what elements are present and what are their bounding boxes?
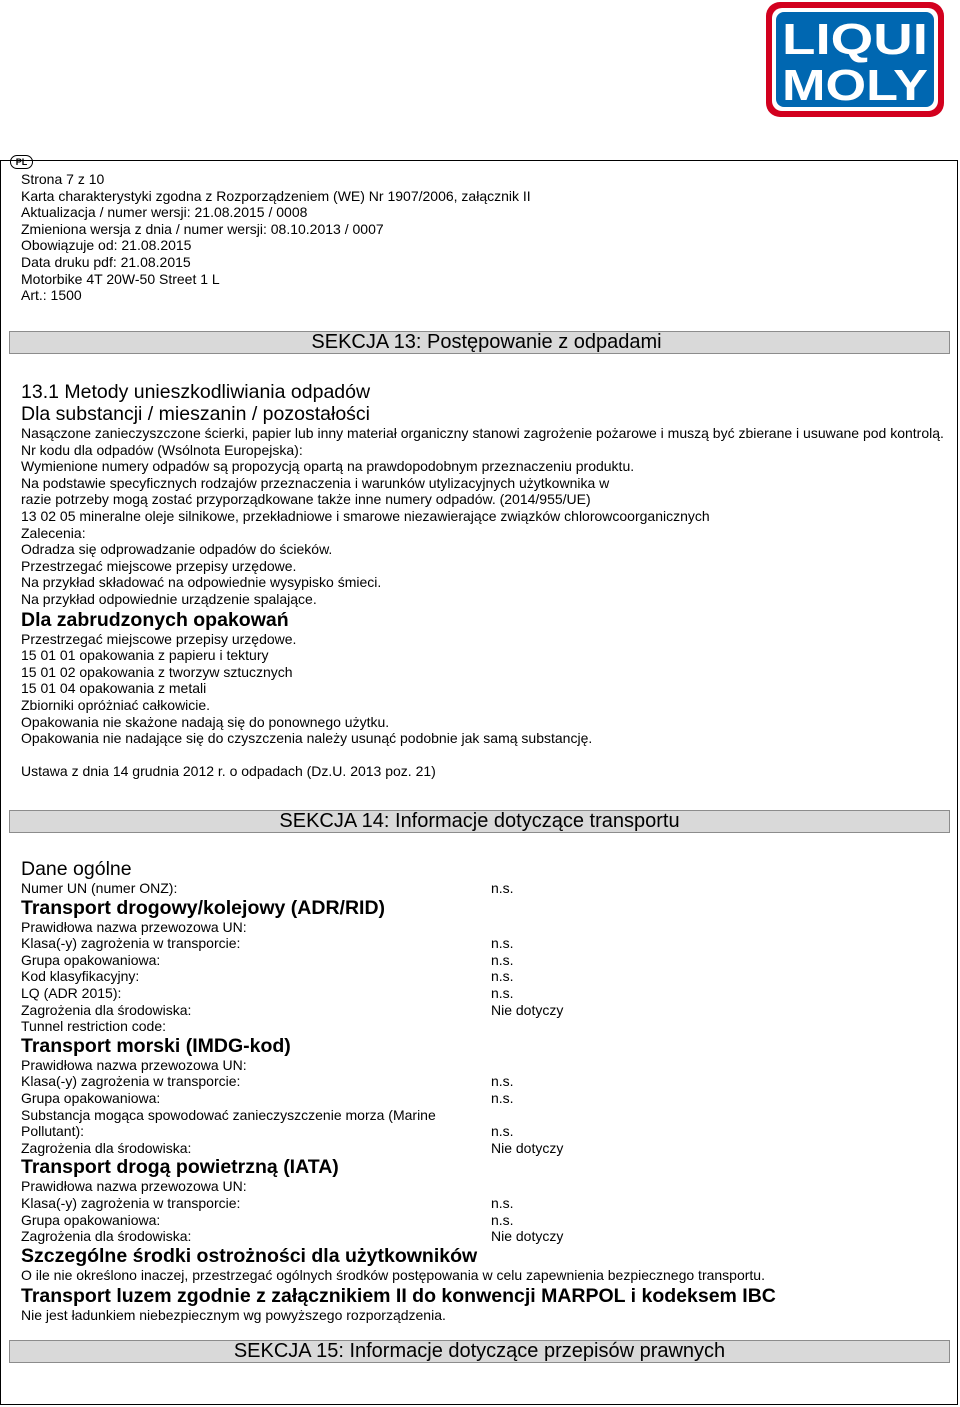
paragraph: Nasączone zanieczyszczone ścierki, papier lub inny materiał organiczny stanowi zagrożenie pożarowe i muszą być zbierane i usuwane pod kontrolą. (21, 425, 944, 441)
row-value: Nie dotyczy (491, 1228, 564, 1245)
svg-text:MOLY: MOLY (782, 61, 928, 110)
section-15-title: SEKCJA 15: Informacje dotyczące przepisów prawnych (233, 1340, 726, 1362)
valid-from: Obowiązuje od: 21.08.2015 (21, 237, 192, 254)
row-label: Zagrożenia dla środowiska: (21, 1228, 192, 1245)
country-badge: PL (10, 155, 33, 169)
imdg-row (21, 1057, 950, 1074)
section-13-body (21, 381, 950, 780)
packaging-heading: Dla zabrudzonych opakowań (21, 608, 289, 631)
iata-row (21, 1228, 950, 1245)
row-label: Prawidłowa nazwa przewozowa UN: (21, 1056, 247, 1073)
paragraph: Na przykład odpowiednie urządzenie spalające. (21, 590, 317, 607)
svg-text:LIQUI: LIQUI (782, 15, 928, 64)
un-number-label: Numer UN (numer ONZ): (21, 880, 178, 896)
print-date: Data druku pdf: 21.08.2015 (21, 253, 191, 270)
row-label: Zagrożenia dla środowiska: (21, 1001, 192, 1018)
iata-rows (21, 1178, 950, 1244)
waste-code-paper: 15 01 01 opakowania z papieru i tektury (21, 647, 269, 664)
row-label: Kod klasyfikacyjny: (21, 968, 140, 985)
imdg-row (21, 1107, 950, 1124)
waste-code-metal: 15 01 04 opakowania z metali (21, 680, 207, 697)
row-value: n.s. (491, 1089, 514, 1106)
section-15-header (9, 1340, 950, 1363)
section-13-header (9, 331, 950, 354)
adr-heading: Transport drogowy/kolejowy (ADR/RID) (21, 896, 386, 919)
waste-code-plastic: 15 01 02 opakowania z tworzyw sztucznych (21, 663, 293, 680)
paragraph: Opakowania nie nadające się do czyszczenia należy usunąć podobnie jak samą substancję. (21, 730, 593, 747)
adr-row (21, 919, 950, 936)
row-value: n.s. (491, 951, 514, 968)
row-label: Tunnel restriction code: (21, 1018, 166, 1035)
row-label: Grupa opakowaniowa: (21, 1089, 161, 1106)
row-label: Grupa opakowaniowa: (21, 1211, 161, 1228)
document-header (21, 171, 531, 304)
adr-row (21, 985, 950, 1002)
row-label: LQ (ADR 2015): (21, 984, 122, 1001)
adr-row (21, 968, 950, 985)
un-number-row (21, 880, 950, 897)
paragraph: Na przykład składować na odpowiednie wysypisko śmieci. (21, 574, 382, 591)
adr-row (21, 1002, 950, 1019)
page-number: Strona 7 z 10 (21, 171, 105, 187)
liqui-moly-logo (766, 2, 944, 117)
row-label: Klasa(-y) zagrożenia w transporcie: (21, 1194, 241, 1211)
article-number: Art.: 1500 (21, 287, 82, 304)
adr-row (21, 935, 950, 952)
imdg-row (21, 1140, 950, 1157)
iata-row (21, 1212, 950, 1229)
adr-row (21, 1018, 950, 1035)
subsection-13-1-title: 13.1 Metody unieszkodliwiania odpadów (21, 381, 371, 403)
paragraph: Przestrzegać miejscowe przepisy urzędowe. (21, 630, 297, 647)
row-label: Prawidłowa nazwa przewozowa UN: (21, 918, 247, 935)
general-heading: Dane ogólne (21, 858, 132, 880)
paragraph: Na podstawie specyficznych rodzajów przeznaczenia i warunków utylizacyjnych użytkownika w (21, 474, 610, 491)
row-value: Nie dotyczy (491, 1139, 564, 1156)
row-label: Zagrożenia dla środowiska: (21, 1139, 192, 1156)
paragraph: razie potrzeby mogą zostać przyporządkowane także inne numery odpadów. (2014/955/UE) (21, 491, 591, 508)
row-value: n.s. (491, 935, 514, 952)
paragraph: Opakowania nie skażone nadają się do ponownego użytku. (21, 713, 390, 730)
section-14-header (9, 810, 950, 833)
paragraph: Odradza się odprowadzanie odpadów do ścieków. (21, 541, 333, 558)
section-14-body (21, 858, 950, 1324)
imdg-rows (21, 1057, 950, 1157)
paragraph: Przestrzegać miejscowe przepisy urzędowe. (21, 557, 297, 574)
row-value: n.s. (491, 1073, 514, 1090)
row-value: n.s. (491, 1211, 514, 1228)
special-precautions-heading: Szczególne środki ostrożności dla użytkowników (21, 1244, 478, 1267)
imdg-row (21, 1073, 950, 1090)
section-13-title: SEKCJA 13: Postępowanie z odpadami (311, 331, 662, 353)
imdg-heading: Transport morski (IMDG-kod) (21, 1034, 291, 1057)
recommendations-label: Zalecenia: (21, 524, 86, 541)
row-label: Grupa opakowaniowa: (21, 951, 161, 968)
paragraph: Wymienione numery odpadów są propozycją opartą na prawdopodobnym przeznaczeniu produktu. (21, 458, 635, 475)
iata-row (21, 1178, 950, 1195)
row-label: Pollutant): (21, 1123, 85, 1140)
special-precautions-text: O ile nie określono inaczej, przestrzegać ogólnych środków postępowania w celu zapewnienia bezpiecznego transportu. (21, 1266, 765, 1283)
row-value: n.s. (491, 984, 514, 1001)
row-value: n.s. (491, 1194, 514, 1211)
marpol-heading: Transport luzem zgodnie z załącznikiem II do konwencji MARPOL i kodeksem IBC (21, 1285, 776, 1308)
marpol-text: Nie jest ładunkiem niebezpiecznym wg powyższego rozporządzenia. (21, 1307, 446, 1324)
row-label: Klasa(-y) zagrożenia w transporcie: (21, 1073, 241, 1090)
adr-rows (21, 919, 950, 1035)
substance-heading: Dla substancji / mieszanin / pozostałości (21, 403, 370, 425)
iata-heading: Transport drogą powietrzną (IATA) (21, 1156, 339, 1179)
row-label: Klasa(-y) zagrożenia w transporcie: (21, 935, 241, 952)
row-value: n.s. (491, 968, 514, 985)
section-14-title: SEKCJA 14: Informacje dotyczące transportu (279, 810, 680, 832)
law-reference: Ustawa z dnia 14 grudnia 2012 r. o odpadach (Dz.U. 2013 poz. 21) (21, 763, 436, 780)
iata-row (21, 1195, 950, 1212)
document-title: Karta charakterystyki zgodna z Rozporządzeniem (WE) Nr 1907/2006, załącznik II (21, 187, 531, 204)
waste-code-label: Nr kodu dla odpadów (Wsólnota Europejska): (21, 441, 303, 458)
row-label: Prawidłowa nazwa przewozowa UN: (21, 1178, 247, 1195)
changed-version: Zmieniona wersja z dnia / numer wersji: 08.10.2013 / 0007 (21, 220, 384, 237)
un-number-value: n.s. (491, 880, 514, 896)
paragraph: Zbiorniki opróżniać całkowicie. (21, 696, 211, 713)
row-value: Nie dotyczy (491, 1001, 564, 1018)
imdg-row (21, 1123, 950, 1140)
update-version: Aktualizacja / numer wersji: 21.08.2015 / 0008 (21, 204, 308, 221)
imdg-row (21, 1090, 950, 1107)
row-value: n.s. (491, 1123, 514, 1140)
product-name: Motorbike 4T 20W-50 Street 1 L (21, 270, 220, 287)
row-label: Substancja mogąca spowodować zanieczyszczenie morza (Marine (21, 1106, 436, 1123)
waste-code-oil: 13 02 05 mineralne oleje silnikowe, przekładniowe i smarowe niezawierające związków chlorowcoorganicznych (21, 507, 710, 524)
adr-row (21, 952, 950, 969)
